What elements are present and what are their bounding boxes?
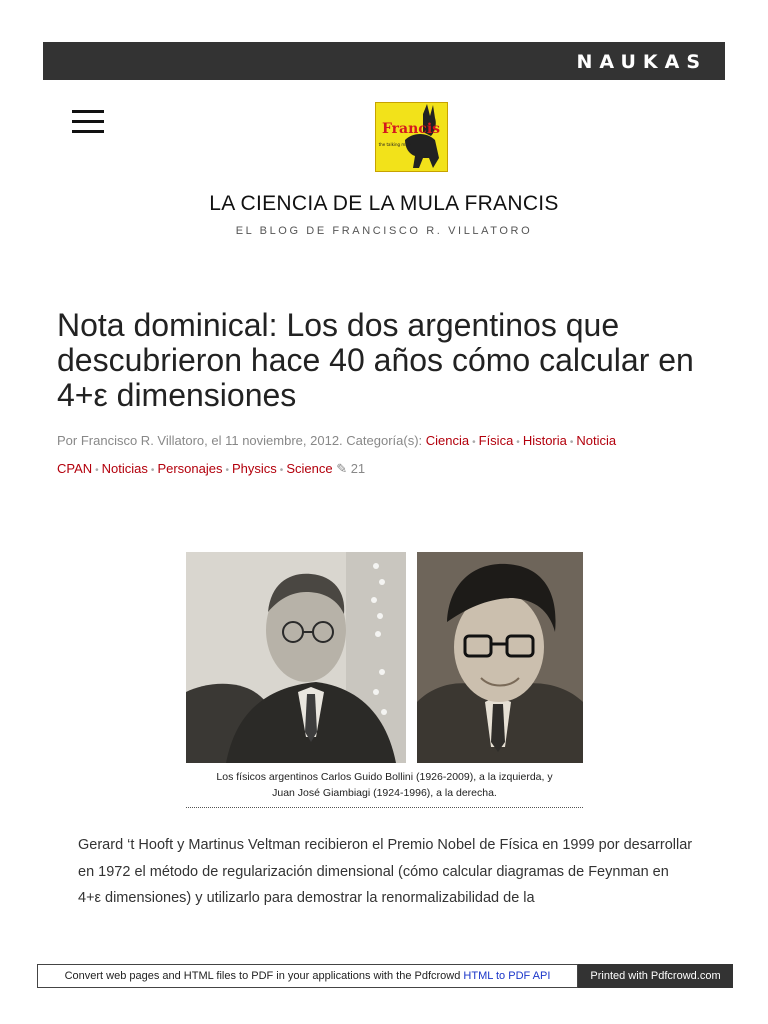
category-link[interactable]: Historia: [522, 433, 567, 448]
category-separator: •: [225, 465, 229, 476]
meta-author-date: Por Francisco R. Villatoro, el 11 noviembre, 2012. Categoría(s):: [57, 433, 426, 448]
pdfcrowd-notice: [37, 964, 578, 988]
category-link[interactable]: Ciencia: [425, 433, 470, 448]
post-paragraph: Gerard ‘t Hooft y Martinus Veltman recibieron el Premio Nobel de Física en 1999 por desarrollar en 1972 el método de regularización dimensional (cómo calcular diagramas de Feynman en 4+ε dimensiones) y utilizarlo para demostrar la renormalizabilidad de la: [78, 837, 693, 906]
top-bar: [43, 42, 725, 80]
site-tagline: EL BLOG DE FRANCISCO R. VILLATORO: [235, 225, 533, 237]
caption-line: Juan José Giambiagi (1924-1996), a la derecha.: [272, 787, 497, 799]
menu-icon[interactable]: [72, 108, 104, 134]
bollini-photo: [186, 552, 406, 763]
category-link[interactable]: Noticia CPAN: [57, 433, 617, 476]
post-title: Nota dominical: Los dos argentinos que descubrieron hace 40 años cómo calcular en 4+ε dimensiones: [57, 307, 694, 413]
svg-text:Francis: Francis: [381, 121, 441, 137]
category-separator: •: [516, 437, 520, 448]
category-link[interactable]: Física: [478, 433, 514, 448]
pdfcrowd-text: Convert web pages and HTML files to PDF in your applications with the Pdfcrowd: [64, 970, 464, 982]
svg-text:the talking mule: the talking mule: [378, 142, 412, 147]
category-separator: •: [569, 437, 574, 448]
pdfcrowd-printed-label[interactable]: Printed with Pdfcrowd.com: [578, 964, 733, 988]
category-separator: •: [150, 465, 155, 476]
figure-caption: [186, 769, 583, 801]
category-link[interactable]: Science: [286, 461, 333, 476]
site-logo[interactable]: [375, 102, 448, 172]
category-link[interactable]: Personajes: [157, 461, 223, 476]
category-separator: •: [472, 437, 476, 448]
category-link[interactable]: Physics: [232, 461, 277, 476]
naukas-brand[interactable]: NAUKAS: [576, 51, 707, 73]
category-separator: •: [95, 465, 99, 476]
comments-count[interactable]: ✎ 21: [336, 461, 366, 476]
site-title[interactable]: LA CIENCIA DE LA MULA FRANCIS: [209, 192, 559, 215]
caption-line: Los físicos argentinos Carlos Guido Bollini (1926-2009), a la izquierda, y: [216, 771, 553, 783]
category-link[interactable]: Noticias: [101, 461, 148, 476]
pdfcrowd-api-link[interactable]: HTML to PDF API: [463, 970, 551, 982]
post-meta: [57, 428, 717, 484]
caption-divider: [186, 807, 583, 808]
pdfcrowd-bar: [37, 964, 733, 988]
category-separator: •: [279, 465, 284, 476]
giambiagi-photo: [417, 552, 583, 763]
